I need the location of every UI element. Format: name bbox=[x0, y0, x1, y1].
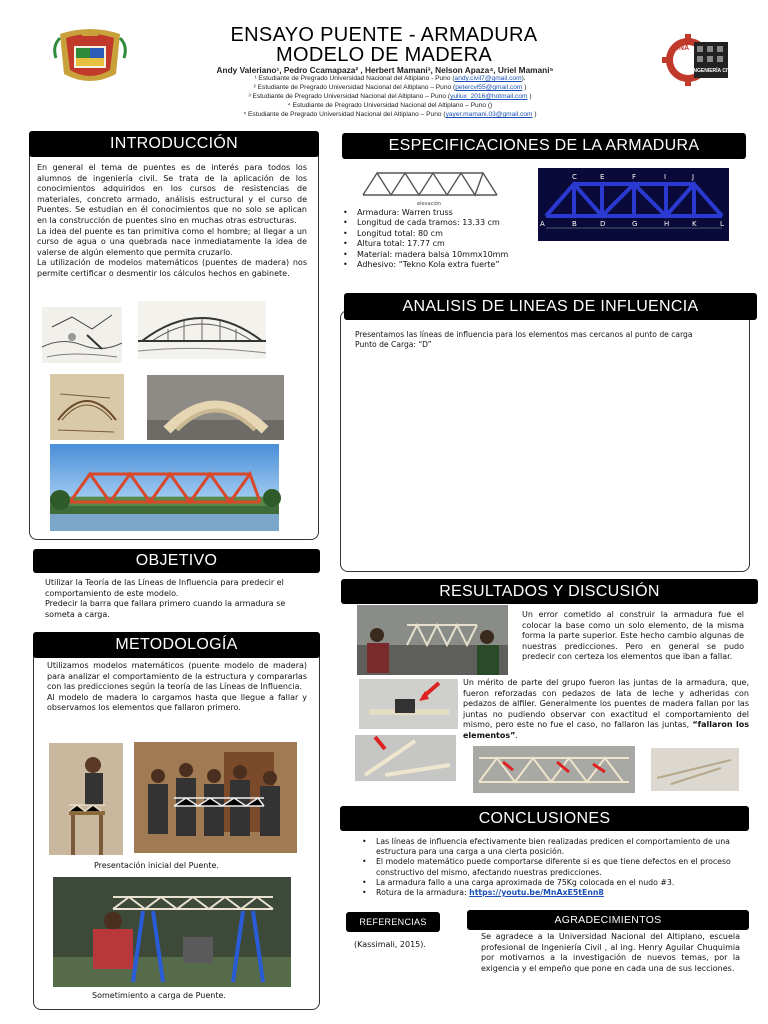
sketch-arch-bridge-image bbox=[138, 301, 266, 359]
svg-text:INGENIERÍA CIVIL: INGENIERÍA CIVIL bbox=[692, 68, 736, 74]
poster-title-line1: ENSAYO PUENTE - ARMADURA bbox=[230, 24, 538, 46]
spec-item: • Longitud de cada tramos: 13.33 cm bbox=[343, 218, 543, 228]
affiliation-2: ² Estudiante de Pregrado Universidad Nacional del Altiplano – Puno (petercvl55@gmail.com ) bbox=[253, 84, 527, 91]
truss-node-label: F bbox=[632, 173, 637, 181]
video-link[interactable]: https://youtu.be/MnAxE5tEnn8 bbox=[469, 888, 604, 898]
metodologia-text bbox=[47, 661, 307, 714]
logo-left bbox=[52, 28, 128, 86]
joint-detail-photo bbox=[359, 679, 458, 729]
truss-node-label: L bbox=[720, 220, 724, 228]
affiliations bbox=[120, 74, 660, 119]
truss-node-label: J bbox=[692, 173, 695, 181]
objetivo-text bbox=[45, 578, 313, 620]
spec-item: • Adhesivo: “Tekno Kola extra fuerte” bbox=[343, 260, 543, 270]
failure-bridge-photo bbox=[473, 746, 635, 793]
truss-node-label: D bbox=[600, 220, 606, 228]
truss-node-label: C bbox=[572, 173, 577, 181]
truss-node-label: I bbox=[664, 173, 667, 181]
truss-node-label: B bbox=[572, 220, 577, 228]
load-test-photo bbox=[53, 877, 291, 987]
affiliation-4: ⁴ Estudiante de Pregrado Universidad Nacional del Altiplano – Puno () bbox=[287, 102, 493, 109]
especificaciones-heading: ESPECIFICACIONES DE LA ARMADURA bbox=[342, 133, 746, 159]
truss-node-label: H bbox=[664, 220, 670, 228]
conclusiones-heading: CONCLUSIONES bbox=[340, 806, 749, 831]
authors: Andy Valeriano¹, Pedro Ccamapaza² , Herbert Mamani³, Nelson Apaza⁴, Uriel Mamani⁵ bbox=[216, 65, 554, 75]
truss-node-label: K bbox=[692, 220, 697, 228]
davinci-sketch-image bbox=[50, 374, 124, 440]
truss-node-label: A bbox=[540, 220, 545, 228]
group-photo bbox=[134, 742, 297, 853]
broken-member-photo bbox=[651, 748, 739, 791]
spec-item: • Altura total: 17.77 cm bbox=[343, 239, 543, 249]
metodologia-caption-2: Sometimiento a carga de Puente. bbox=[92, 991, 226, 1000]
especificaciones-list bbox=[343, 208, 543, 270]
conclusion-item: • La armadura fallo a una carga aproximada de 75Kg colocada en el nudo #3. bbox=[362, 878, 752, 888]
intro-p3: La utilización de modelos matemáticos (puentes de madera) nos permite certificar o desmentir los cálculos hechos en gabinete. bbox=[37, 258, 307, 278]
red-steel-bridge-photo bbox=[50, 444, 279, 531]
resultados-p1: Un error cometido al construir la armadura fue el colocar la base como un solo elemento, de la misma forma la parte superior. Este hecho cambio algunas de nuestras predicciones. Pero en general se pudo predecir con certeza los elementos que iban a fallar. bbox=[522, 610, 744, 662]
referencias-text: (Kassimali, 2015). bbox=[354, 940, 426, 949]
conclusiones-list bbox=[362, 837, 752, 898]
agradecimientos-text: Se agradece a la Universidad Nacional del Altiplano, escuela profesional de Ingeniería Civil , al ing. Henry Aguilar Chuquimia por motivarnos a la investigación de nuevos temas, por la exigencia y el empeño que pone en cada una de sus lecciones. bbox=[481, 932, 740, 973]
affiliation-5: ⁵ Estudiante de Pregrado Universidad Nacional del Altiplano – Puno (yayer.mamani.03@gmail.com ) bbox=[243, 111, 537, 118]
analisis-text bbox=[355, 330, 745, 350]
conclusion-item: • Rotura de la armadura: https://youtu.be/MnAxE5tEnn8 bbox=[362, 888, 752, 898]
affiliation-3: ³ Estudiante de Pregrado Universidad Nacional del Altiplano – Puno (yuliux_2016@hotmail.com ) bbox=[248, 93, 532, 100]
spec-item: • Armadura: Warren truss bbox=[343, 208, 543, 218]
email-link-3[interactable]: yuliux_2016@hotmail.com bbox=[450, 93, 528, 100]
logo-right bbox=[660, 34, 736, 86]
conclusion-item: • Las líneas de influencia efectivamente bien realizadas predicen el comportamiento de una estructura para una carga a una cierta posición. bbox=[362, 837, 752, 857]
objetivo-p1: Utilizar la Teoría de las Líneas de Influencia para predecir el comportamiento de este modelo. bbox=[45, 578, 284, 598]
analisis-heading: ANALISIS DE LINEAS DE INFLUENCIA bbox=[344, 293, 757, 320]
elevacion-label: elevación bbox=[417, 201, 441, 207]
intro-p2: La idea del puente es tan primitiva como el hombre; al llegar a un curso de agua o una quebrada nace inmediatamente la idea de valerse de algún elemento que permita cruzarlo. bbox=[37, 226, 307, 257]
failure-detail-photo-1 bbox=[355, 735, 456, 781]
metodologia-heading: METODOLOGÍA bbox=[33, 632, 320, 658]
email-link-2[interactable]: petercvl55@gmail.com bbox=[455, 84, 523, 91]
sketch-river-crossing-image bbox=[42, 307, 122, 363]
objetivo-p2: Predecir la barra que fallara primero cuando la armadura se someta a carga. bbox=[45, 599, 286, 619]
poster-title-line2: MODELO DE MADERA bbox=[276, 44, 492, 66]
resultados-heading: RESULTADOS Y DISCUSIÓN bbox=[341, 579, 758, 604]
truss-node-label: G bbox=[632, 220, 638, 228]
students-measuring-photo bbox=[357, 605, 508, 675]
objetivo-heading: OBJETIVO bbox=[33, 549, 320, 573]
agradecimientos-heading: AGRADECIMIENTOS bbox=[467, 910, 749, 930]
metodologia-p1: Utilizamos modelos matemáticos (puente modelo de madera) para analizar el comportamiento de la estructura y compararlas con las predicciones según la teoría de las Líneas de Influencia. bbox=[47, 661, 307, 692]
analisis-line1: Presentamos las líneas de influencia para los elementos mas cercanos al punto de carga bbox=[355, 330, 693, 339]
spec-item: • Longitud total: 80 cm bbox=[343, 229, 543, 239]
email-link-5[interactable]: yayer.mamani.03@gmail.com bbox=[445, 111, 533, 118]
truss-elevation-drawing bbox=[355, 165, 505, 207]
wood-arch-model-image bbox=[147, 375, 284, 440]
intro-p1: En general el tema de puentes es de interés para todos los alumnos de ingeniería civil. Se trata de la aplicación de los conocimientos adquiridos en los cursos de resistencias de materiales, concreto armado, análisis estructural y el curso de Puentes. Se estudian en él conocimientos que no solo se aplican en la construcción de puentes sino en muchas otras estructuras. bbox=[37, 163, 307, 225]
metodologia-p2: Al modelo de madera lo cargamos hasta que llegue a fallar y observamos los elementos que fallaron primero. bbox=[47, 692, 307, 713]
truss-node-label: E bbox=[600, 173, 605, 181]
svg-text:UNA: UNA bbox=[674, 45, 690, 52]
conclusion-item: • El modelo matemático puede comportarse diferente si es que tiene defectos en el proceso constructivo del mismo, afectando nuestras predicciones. bbox=[362, 857, 752, 877]
spec-item: • Material: madera balsa 10mmx10mm bbox=[343, 250, 543, 260]
affiliation-1: ¹ Estudiante de Pregrado Universidad Nacional del Altiplano - Puno (andy.civil7@gmail.com). bbox=[254, 75, 526, 82]
student-with-bridge-photo bbox=[49, 743, 123, 855]
metodologia-caption-1: Presentación inicial del Puente. bbox=[94, 861, 219, 870]
email-link-1[interactable]: andy.civil7@gmail.com bbox=[454, 75, 522, 82]
referencias-heading: REFERENCIAS bbox=[346, 912, 440, 932]
resultados-p2: Un mérito de parte del grupo fueron las juntas de la armadura, que, fueron reforzadas con pedazos de lata de leche y adheridas con pedazos de alfiler. Generalmente los puentes de madera fallan por las juntas no pudiendo observar con exactitud el comportamiento del mismo, pero este no fue el caso, no fallaron las juntas, “fallaron los elementos”. bbox=[463, 678, 749, 740]
truss-model-diagram bbox=[538, 168, 729, 241]
intro-text bbox=[37, 163, 307, 280]
intro-heading: INTRODUCCIÓN bbox=[29, 131, 319, 157]
analisis-line2: Punto de Carga: “D” bbox=[355, 340, 432, 349]
